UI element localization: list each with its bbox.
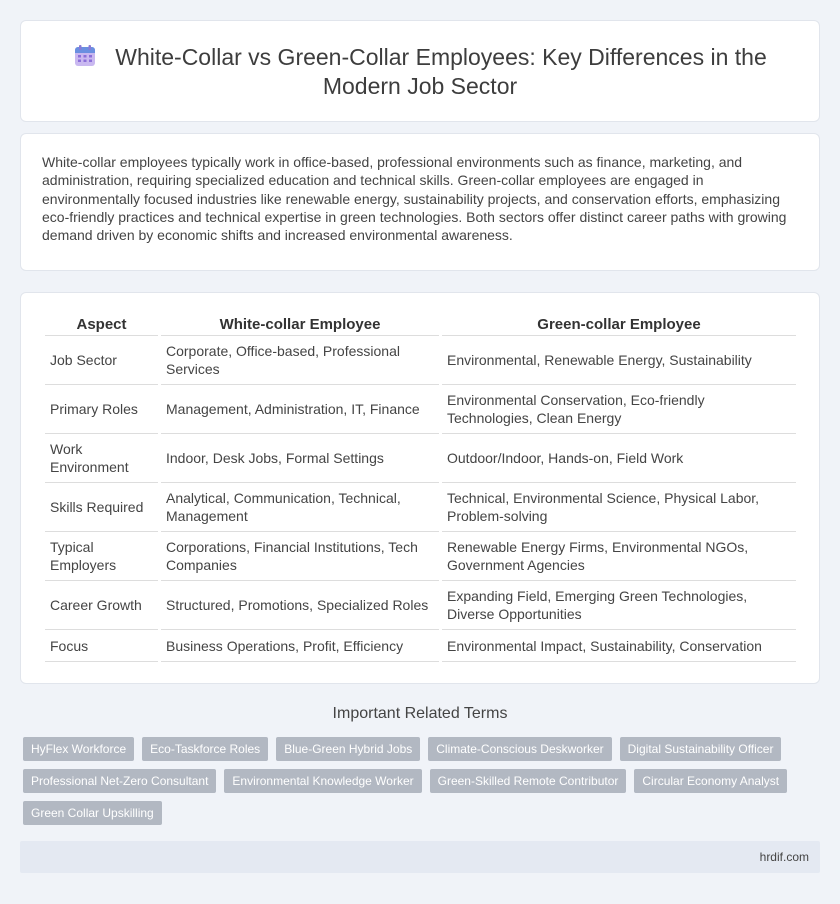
comparison-table-card (20, 292, 820, 684)
page-title (21, 43, 819, 101)
table-row (45, 483, 796, 532)
comparison-table (42, 313, 799, 662)
white-collar-cell: Indoor, Desk Jobs, Formal Settings (161, 434, 439, 483)
green-collar-cell: Environmental, Renewable Energy, Sustainability (442, 336, 796, 385)
green-collar-cell: Outdoor/Indoor, Hands-on, Field Work (442, 434, 796, 483)
footer-site-link[interactable]: hrdif.com (759, 850, 809, 864)
related-term-tag[interactable]: Professional Net-Zero Consultant (23, 769, 216, 793)
related-term-tag[interactable]: Climate-Conscious Deskworker (428, 737, 611, 761)
table-row (45, 630, 796, 662)
header-white-collar: White-collar Employee (161, 313, 439, 336)
aspect-cell: Job Sector (45, 336, 158, 385)
white-collar-cell: Management, Administration, IT, Finance (161, 385, 439, 434)
table-row (45, 336, 796, 385)
table-row (45, 385, 796, 434)
white-collar-cell: Corporate, Office-based, Professional Services (161, 336, 439, 385)
aspect-cell: Work Environment (45, 434, 158, 483)
related-term-tag[interactable]: Eco-Taskforce Roles (142, 737, 268, 761)
white-collar-cell: Structured, Promotions, Specialized Roles (161, 581, 439, 630)
header-aspect: Aspect (45, 313, 158, 336)
calendar-icon (73, 44, 97, 68)
related-term-tag[interactable]: Environmental Knowledge Worker (224, 769, 421, 793)
footer (20, 841, 820, 873)
green-collar-cell: Environmental Impact, Sustainability, Conservation (442, 630, 796, 662)
related-terms-heading: Important Related Terms (332, 705, 508, 722)
aspect-cell: Career Growth (45, 581, 158, 630)
header-green-collar: Green-collar Employee (442, 313, 796, 336)
related-term-tag[interactable]: Green Collar Upskilling (23, 801, 162, 825)
aspect-cell: Focus (45, 630, 158, 662)
table-header-row (45, 313, 796, 336)
green-collar-cell: Expanding Field, Emerging Green Technologies, Diverse Opportunities (442, 581, 796, 630)
aspect-cell: Typical Employers (45, 532, 158, 581)
intro-paragraph: White-collar employees typically work in office-based, professional environments such as finance, marketing, and administration, requiring specialized education and technical skills. Green-collar employees are engaged in environmentally focused industries like renewable energy, sustainability projects, and conservation efforts, emphasizing eco-friendly practices and technical expertise in green technologies. Both sectors offer distinct career paths with growing demand driven by economic shifts and increased environmental awareness. (42, 154, 787, 244)
table-row (45, 581, 796, 630)
related-terms-tags (23, 737, 813, 825)
green-collar-cell: Environmental Conservation, Eco-friendly Technologies, Clean Energy (442, 385, 796, 434)
related-term-tag[interactable]: Blue-Green Hybrid Jobs (276, 737, 420, 761)
related-term-tag[interactable]: Circular Economy Analyst (634, 769, 787, 793)
green-collar-cell: Renewable Energy Firms, Environmental NGOs, Government Agencies (442, 532, 796, 581)
table-row (45, 434, 796, 483)
related-term-tag[interactable]: Digital Sustainability Officer (620, 737, 782, 761)
page-title-text: White-Collar vs Green-Collar Employees: Key Differences in the Modern Job Sector (115, 44, 767, 99)
green-collar-cell: Technical, Environmental Science, Physical Labor, Problem-solving (442, 483, 796, 532)
header-card (20, 20, 820, 122)
white-collar-cell: Business Operations, Profit, Efficiency (161, 630, 439, 662)
related-term-tag[interactable]: HyFlex Workforce (23, 737, 134, 761)
aspect-cell: Primary Roles (45, 385, 158, 434)
intro-card (20, 133, 820, 271)
table-row (45, 532, 796, 581)
white-collar-cell: Corporations, Financial Institutions, Tech Companies (161, 532, 439, 581)
related-term-tag[interactable]: Green-Skilled Remote Contributor (430, 769, 627, 793)
white-collar-cell: Analytical, Communication, Technical, Management (161, 483, 439, 532)
aspect-cell: Skills Required (45, 483, 158, 532)
